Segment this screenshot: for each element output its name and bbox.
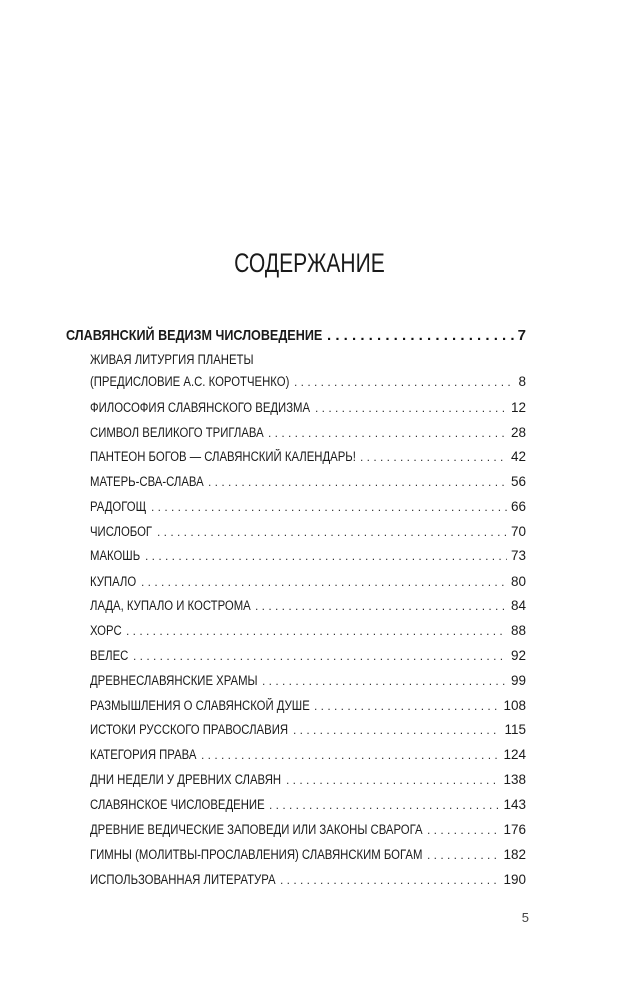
toc-entry-label: КУПАЛО bbox=[90, 574, 137, 589]
toc-entry[interactable] bbox=[90, 399, 526, 417]
toc-entry[interactable] bbox=[90, 498, 526, 516]
dot-leader bbox=[126, 623, 507, 640]
toc-entry-label: ХОРС bbox=[90, 623, 122, 638]
toc-entry-label: ЧИСЛОБОГ bbox=[90, 524, 153, 539]
toc-entry[interactable] bbox=[90, 746, 526, 764]
dot-leader bbox=[293, 722, 500, 739]
dot-leader bbox=[141, 574, 507, 591]
toc-entry-page: 12 bbox=[510, 400, 526, 415]
dot-leader bbox=[208, 474, 507, 491]
toc-entry-page: 138 bbox=[503, 772, 526, 787]
dot-leader bbox=[286, 772, 499, 789]
dot-leader bbox=[151, 499, 507, 516]
toc-entry-label: ИСТОКИ РУССКОГО ПРАВОСЛАВИЯ bbox=[90, 722, 289, 737]
toc-entry[interactable] bbox=[90, 473, 526, 491]
toc-entry-label: (ПРЕДИСЛОВИЕ А.С. КОРОТЧЕНКО) bbox=[90, 374, 290, 389]
toc-entry[interactable] bbox=[90, 871, 526, 889]
toc-entry[interactable] bbox=[90, 672, 526, 690]
toc-entry[interactable] bbox=[90, 424, 526, 442]
toc-entry[interactable] bbox=[90, 373, 526, 391]
toc-entry-page: 42 bbox=[510, 449, 526, 464]
toc-entry[interactable] bbox=[90, 771, 526, 789]
toc-entry-page: 99 bbox=[510, 673, 526, 688]
dot-leader bbox=[360, 449, 507, 466]
toc-entry-label: ГИМНЫ (МОЛИТВЫ-ПРОСЛАВЛЕНИЯ) СЛАВЯНСКИМ БОГАМ bbox=[90, 847, 423, 862]
toc-entry-label: ИСПОЛЬЗОВАННАЯ ЛИТЕРАТУРА bbox=[90, 872, 276, 887]
dot-leader bbox=[314, 698, 499, 715]
dot-leader bbox=[201, 747, 499, 764]
toc-entry-page: 80 bbox=[510, 574, 526, 589]
toc-entry[interactable] bbox=[90, 547, 526, 565]
dot-leader bbox=[427, 822, 499, 839]
toc-entry-label: КАТЕГОРИЯ ПРАВА bbox=[90, 747, 197, 762]
toc-entry-page: 56 bbox=[510, 474, 526, 489]
toc-entry-page: 182 bbox=[503, 847, 526, 862]
dot-leader bbox=[327, 327, 514, 344]
toc-entry-page: 124 bbox=[503, 747, 526, 762]
toc-entry[interactable] bbox=[90, 821, 526, 839]
dot-leader bbox=[145, 548, 507, 565]
toc-entry-page: 176 bbox=[503, 822, 526, 837]
dot-leader bbox=[255, 598, 507, 615]
toc-entry-page: 92 bbox=[510, 648, 526, 663]
dot-leader bbox=[280, 872, 499, 889]
toc-entry-label-line1: ЖИВАЯ ЛИТУРГИЯ ПЛАНЕТЫ bbox=[90, 352, 254, 367]
dot-leader bbox=[133, 648, 507, 665]
toc-entry[interactable] bbox=[90, 573, 526, 591]
toc-entry-label: МАТЕРЬ-СВА-СЛАВА bbox=[90, 474, 204, 489]
toc-entry-page: 84 bbox=[510, 598, 526, 613]
toc-entry-page: 88 bbox=[510, 623, 526, 638]
toc-entry[interactable] bbox=[90, 523, 526, 541]
dot-leader bbox=[269, 797, 499, 814]
toc-entry-page: 115 bbox=[504, 722, 526, 737]
toc-entry-page: 28 bbox=[510, 425, 526, 440]
toc-entry[interactable] bbox=[90, 622, 526, 640]
page-title: СОДЕРЖАНИЕ bbox=[234, 248, 385, 278]
toc-entry-label: ВЕЛЕС bbox=[90, 648, 129, 663]
toc-main-entry[interactable] bbox=[66, 327, 526, 344]
toc-entry[interactable] bbox=[90, 796, 526, 814]
dot-leader bbox=[262, 673, 507, 690]
toc-entry[interactable] bbox=[90, 846, 526, 864]
toc-entry-page: 190 bbox=[503, 872, 526, 887]
page-number: 5 bbox=[521, 910, 529, 925]
toc-entry-page: 73 bbox=[510, 548, 526, 563]
dot-leader bbox=[157, 524, 507, 541]
toc-entry-label: ПАНТЕОН БОГОВ — СЛАВЯНСКИЙ КАЛЕНДАРЬ! bbox=[90, 449, 356, 464]
toc-entry[interactable] bbox=[90, 721, 526, 739]
toc-entry-label: ДРЕВНЕСЛАВЯНСКИЕ ХРАМЫ bbox=[90, 673, 258, 688]
toc-entry-page: 70 bbox=[510, 524, 526, 539]
toc-entry[interactable] bbox=[90, 697, 526, 715]
toc-entry-page: 108 bbox=[503, 698, 526, 713]
toc-entry[interactable] bbox=[90, 597, 526, 615]
toc-main-entry-label: СЛАВЯНСКИЙ ВЕДИЗМ ЧИСЛОВЕДЕНИЕ bbox=[66, 327, 323, 344]
dot-leader bbox=[294, 374, 514, 391]
toc-entry-label: ЛАДА, КУПАЛО И КОСТРОМА bbox=[90, 598, 251, 613]
toc-entry[interactable] bbox=[90, 448, 526, 466]
toc-entry-label: ДНИ НЕДЕЛИ У ДРЕВНИХ СЛАВЯН bbox=[90, 772, 282, 787]
toc-entry[interactable] bbox=[90, 647, 526, 665]
toc-entry-label: РАДОГОЩ bbox=[90, 499, 147, 514]
dot-leader bbox=[427, 847, 499, 864]
toc-entry-page: 8 bbox=[518, 374, 526, 389]
dot-leader bbox=[268, 425, 507, 442]
toc-entry-label: МАКОШЬ bbox=[90, 548, 141, 563]
toc-entry-page: 66 bbox=[510, 499, 526, 514]
toc-entry-label: СИМВОЛ ВЕЛИКОГО ТРИГЛАВА bbox=[90, 425, 264, 440]
toc-entry-label: ФИЛОСОФИЯ СЛАВЯНСКОГО ВЕДИЗМА bbox=[90, 400, 311, 415]
toc-entry-page: 143 bbox=[503, 797, 526, 812]
dot-leader bbox=[315, 400, 507, 417]
toc-entry-label: РАЗМЫШЛЕНИЯ О СЛАВЯНСКОЙ ДУШЕ bbox=[90, 698, 310, 713]
toc-entry-label: СЛАВЯНСКОЕ ЧИСЛОВЕДЕНИЕ bbox=[90, 797, 265, 812]
toc-main-entry-page: 7 bbox=[517, 327, 526, 344]
toc-entry-label: ДРЕВНИЕ ВЕДИЧЕСКИЕ ЗАПОВЕДИ ИЛИ ЗАКОНЫ СВАРОГА bbox=[90, 822, 423, 837]
